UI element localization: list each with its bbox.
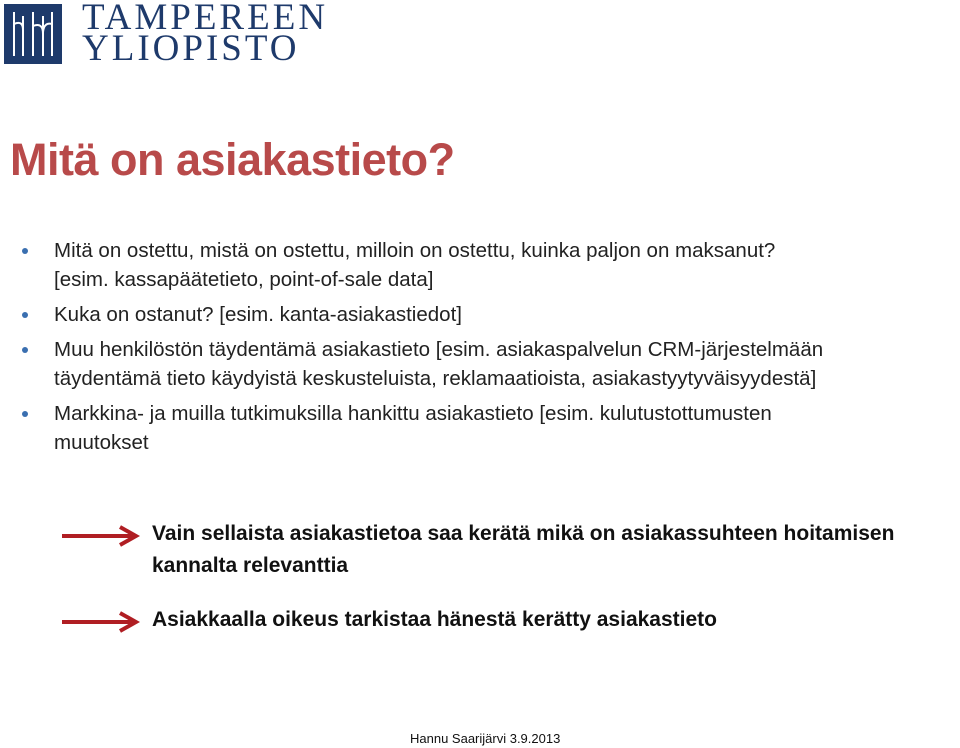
bullet-item	[18, 300, 960, 329]
university-logo-icon	[4, 4, 62, 64]
bullet-text: Kuka on ostanut? [esim. kanta-asiakastiedot]	[54, 303, 462, 326]
bullet-text: Muu henkilöstön täydentämä asiakastieto [esim. asiakaspalvelun CRM-järjestelmään täydentämä tieto käydyistä keskusteluista, reklamaatioista, asiakastyytyväisyydestä]	[54, 338, 824, 390]
slide-title: Mitä on asiakastieto?	[10, 134, 455, 185]
logo-line-1: TAMPEREEN	[82, 0, 329, 38]
bullet-text: Markkina- ja muilla tutkimuksilla hankittu asiakastieto [esim. kulutustottumusten muutokset	[54, 402, 772, 454]
bullet-item	[18, 335, 960, 393]
logo-line-2: YLIOPISTO	[82, 28, 300, 69]
bullet-list	[18, 236, 960, 463]
bullet-dot-icon	[22, 248, 28, 254]
bullet-dot-icon	[22, 411, 28, 417]
key-note-1	[60, 518, 920, 582]
bullet-dot-icon	[22, 347, 28, 353]
university-logo-text	[82, 0, 329, 69]
bullet-item	[18, 399, 960, 457]
key-note-text: Asiakkaalla oikeus tarkistaa hänestä kerätty asiakastieto	[152, 608, 717, 631]
arrow-right-icon	[60, 524, 140, 548]
bullet-item	[18, 236, 960, 294]
key-note-2	[60, 604, 920, 636]
key-note-text: Vain sellaista asiakastietoa saa kerätä mikä on asiakassuhteen hoitamisen kannalta relevanttia	[152, 522, 895, 577]
bullet-text: Mitä on ostettu, mistä on ostettu, milloin on ostettu, kuinka paljon on maksanut? [esim. kassapäätetieto, point-of-sale data]	[54, 239, 776, 291]
slide-footer: Hannu Saarijärvi 3.9.2013	[410, 731, 561, 746]
bullet-dot-icon	[22, 312, 28, 318]
arrow-right-icon	[60, 610, 140, 634]
